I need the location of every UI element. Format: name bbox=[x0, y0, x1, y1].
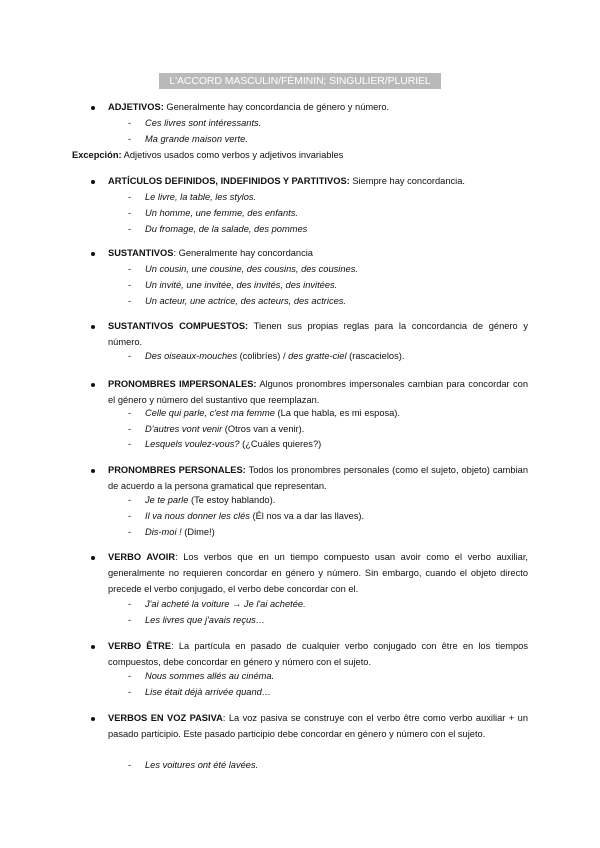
example-text: Je te parle bbox=[145, 495, 189, 505]
example-translation: (Él nos va a dar las llaves). bbox=[249, 511, 365, 521]
text-avoir: : Los verbos que en un tiempo compuesto usan avoir como el verbo auxiliar, generalmente no requieren concordar en género y número. Sin embargo, cuando el objeto directo precede el verbo conjugado, el verbo debe concordar con el. bbox=[108, 552, 528, 595]
example-text: Lesquels voulez-vous? bbox=[145, 439, 240, 449]
dash: - bbox=[128, 687, 132, 697]
dash: - bbox=[128, 280, 132, 290]
bullet-sustantivos bbox=[91, 252, 95, 256]
section-impersonales bbox=[108, 376, 528, 408]
text-etre: : La partícula en pasado de cualquier verbo conjugado con être en los tiempos compuestos, debe concordar en género y número con el sujeto. bbox=[108, 641, 528, 668]
example-impersonales-2 bbox=[145, 423, 304, 436]
text-personales: Todos los pronombres personales (como el sujeto, objeto) cambian de acuerdo a la persona gramatical que representan. bbox=[108, 465, 528, 492]
dash: - bbox=[128, 671, 132, 681]
dash: - bbox=[128, 615, 132, 625]
example-text: Celle qui parle, c'est ma femme bbox=[145, 408, 275, 418]
example-translation: (La que habla, es mi esposa). bbox=[274, 408, 400, 418]
example-text: Du fromage, de la salade, des pommes bbox=[145, 224, 308, 234]
example-articulos-3 bbox=[145, 223, 307, 236]
bullet-adjetivos bbox=[91, 106, 95, 110]
section-sustantivos bbox=[108, 247, 313, 260]
example-translation: (rascacielos). bbox=[346, 351, 405, 361]
example-etre-2 bbox=[145, 686, 271, 699]
dash: - bbox=[128, 495, 132, 505]
document-title: L'ACCORD MASCULIN/FÉMININ; SINGULIER/PLURIEL bbox=[159, 73, 441, 89]
example-adjetivos-2 bbox=[145, 133, 248, 146]
bullet-impersonales bbox=[91, 383, 95, 387]
dash: - bbox=[128, 134, 132, 144]
bullet-personales bbox=[91, 469, 95, 473]
dash: - bbox=[128, 192, 132, 202]
label-adjetivos: ADJETIVOS: bbox=[108, 102, 164, 112]
example-translation: (colibríes) / bbox=[236, 351, 289, 361]
example-personales-3 bbox=[145, 526, 215, 539]
dash: - bbox=[128, 264, 132, 274]
label-compuestos: SUSTANTIVOS COMPUESTOS: bbox=[108, 321, 249, 331]
text-adjetivos: Generalmente hay concordancia de género y número. bbox=[163, 102, 390, 112]
example-sustantivos-1 bbox=[145, 263, 358, 276]
dash: - bbox=[128, 599, 132, 609]
dash: - bbox=[128, 424, 132, 434]
dash: - bbox=[128, 511, 132, 521]
example-translation: (Te estoy hablando). bbox=[188, 495, 276, 505]
example-text: Il va nous donner les clés bbox=[145, 511, 250, 521]
dash: - bbox=[128, 760, 132, 770]
example-text: D'autres vont venir bbox=[145, 424, 223, 434]
dash: - bbox=[128, 408, 132, 418]
example-avoir-2 bbox=[145, 614, 265, 627]
example-text: Un acteur, une actrice, des acteurs, des actrices. bbox=[145, 296, 347, 306]
bullet-articulos bbox=[91, 180, 95, 184]
example-text: Des oiseaux-mouches bbox=[145, 351, 237, 361]
example-text: Le livre, la table, les stylos. bbox=[145, 192, 257, 202]
bullet-pasiva bbox=[91, 717, 95, 721]
example-avoir-1 bbox=[145, 598, 306, 611]
example-text: Un invité, une invitée, des invités, des invitées. bbox=[145, 280, 338, 290]
bullet-avoir bbox=[91, 556, 95, 560]
example-personales-1 bbox=[145, 494, 275, 507]
example-sustantivos-3 bbox=[145, 295, 346, 308]
example-text: Nous sommes allés au cinéma. bbox=[145, 671, 275, 681]
example-impersonales-1 bbox=[145, 407, 400, 420]
label-excepcion: Excepción: bbox=[72, 150, 122, 160]
example-text: Les livres que j'avais reçus… bbox=[145, 615, 266, 625]
example-personales-2 bbox=[145, 510, 364, 523]
text-articulos: Siempre hay concordancia. bbox=[349, 176, 465, 186]
example-text: Lise était déjà arrivée quand… bbox=[145, 687, 272, 697]
label-impersonales: PRONOMBRES IMPERSONALES: bbox=[108, 379, 257, 389]
label-personales: PRONOMBRES PERSONALES: bbox=[108, 465, 246, 475]
section-pasiva bbox=[108, 710, 528, 742]
section-etre bbox=[108, 638, 528, 670]
example-text: Un cousin, une cousine, des cousins, des cousines. bbox=[145, 264, 358, 274]
example-translation: (Otros van a venir). bbox=[222, 424, 305, 434]
dash: - bbox=[128, 439, 132, 449]
example-text: J'ai acheté la voiture → Je l'ai achetée. bbox=[145, 599, 306, 609]
example-compuestos-1 bbox=[145, 350, 404, 363]
dash: - bbox=[128, 208, 132, 218]
example-text: Dis-moi ! bbox=[145, 527, 182, 537]
example-impersonales-3 bbox=[145, 438, 321, 451]
label-pasiva: VERBOS EN VOZ PASIVA bbox=[108, 713, 223, 723]
bullet-compuestos bbox=[91, 325, 95, 329]
example-adjetivos-1 bbox=[145, 117, 261, 130]
text-excepcion: Adjetivos usados como verbos y adjetivos invariables bbox=[121, 150, 344, 160]
example-text: Un homme, une femme, des enfants. bbox=[145, 208, 298, 218]
example-translation: (Dime!) bbox=[181, 527, 215, 537]
example-text: Ma grande maison verte. bbox=[145, 134, 248, 144]
text-pasiva: : La voz pasiva se construye con el verbo être como verbo auxiliar + un pasado participio. Este pasado participio debe concordar en género y número con el sujeto. bbox=[108, 713, 528, 740]
exception-note bbox=[72, 149, 343, 162]
example-text: Ces livres sont intéressants. bbox=[145, 118, 262, 128]
label-etre: VERBO ÊTRE bbox=[108, 641, 172, 651]
example-text: Les voitures ont été lavées. bbox=[145, 760, 259, 770]
text-impersonales: Algunos pronombres impersonales cambian para concordar con el género y número del sustantivo que reemplazan. bbox=[108, 379, 528, 406]
example-sustantivos-2 bbox=[145, 279, 337, 292]
text-compuestos: Tienen sus propias reglas para la concordancia de género y número. bbox=[108, 321, 528, 348]
dash: - bbox=[128, 296, 132, 306]
section-adjetivos bbox=[108, 101, 389, 114]
label-articulos: ARTÍCULOS DEFINIDOS, INDEFINIDOS Y PARTITIVOS: bbox=[108, 176, 350, 186]
bullet-etre bbox=[91, 645, 95, 649]
section-articulos bbox=[108, 175, 465, 188]
dash: - bbox=[128, 224, 132, 234]
dash: - bbox=[128, 527, 132, 537]
example-pasiva-1 bbox=[145, 759, 258, 772]
example-translation: (¿Cuáles quieres?) bbox=[239, 439, 322, 449]
label-avoir: VERBO AVOIR bbox=[108, 552, 176, 562]
example-articulos-2 bbox=[145, 207, 298, 220]
example-articulos-1 bbox=[145, 191, 256, 204]
section-personales bbox=[108, 462, 528, 494]
dash: - bbox=[128, 351, 132, 361]
dash: - bbox=[128, 118, 132, 128]
example-text: des gratte-ciel bbox=[288, 351, 347, 361]
section-compuestos bbox=[108, 318, 528, 350]
example-etre-1 bbox=[145, 670, 274, 683]
section-avoir bbox=[108, 549, 528, 598]
label-sustantivos: SUSTANTIVOS bbox=[108, 248, 174, 258]
text-sustantivos: : Generalmente hay concordancia bbox=[173, 248, 313, 258]
